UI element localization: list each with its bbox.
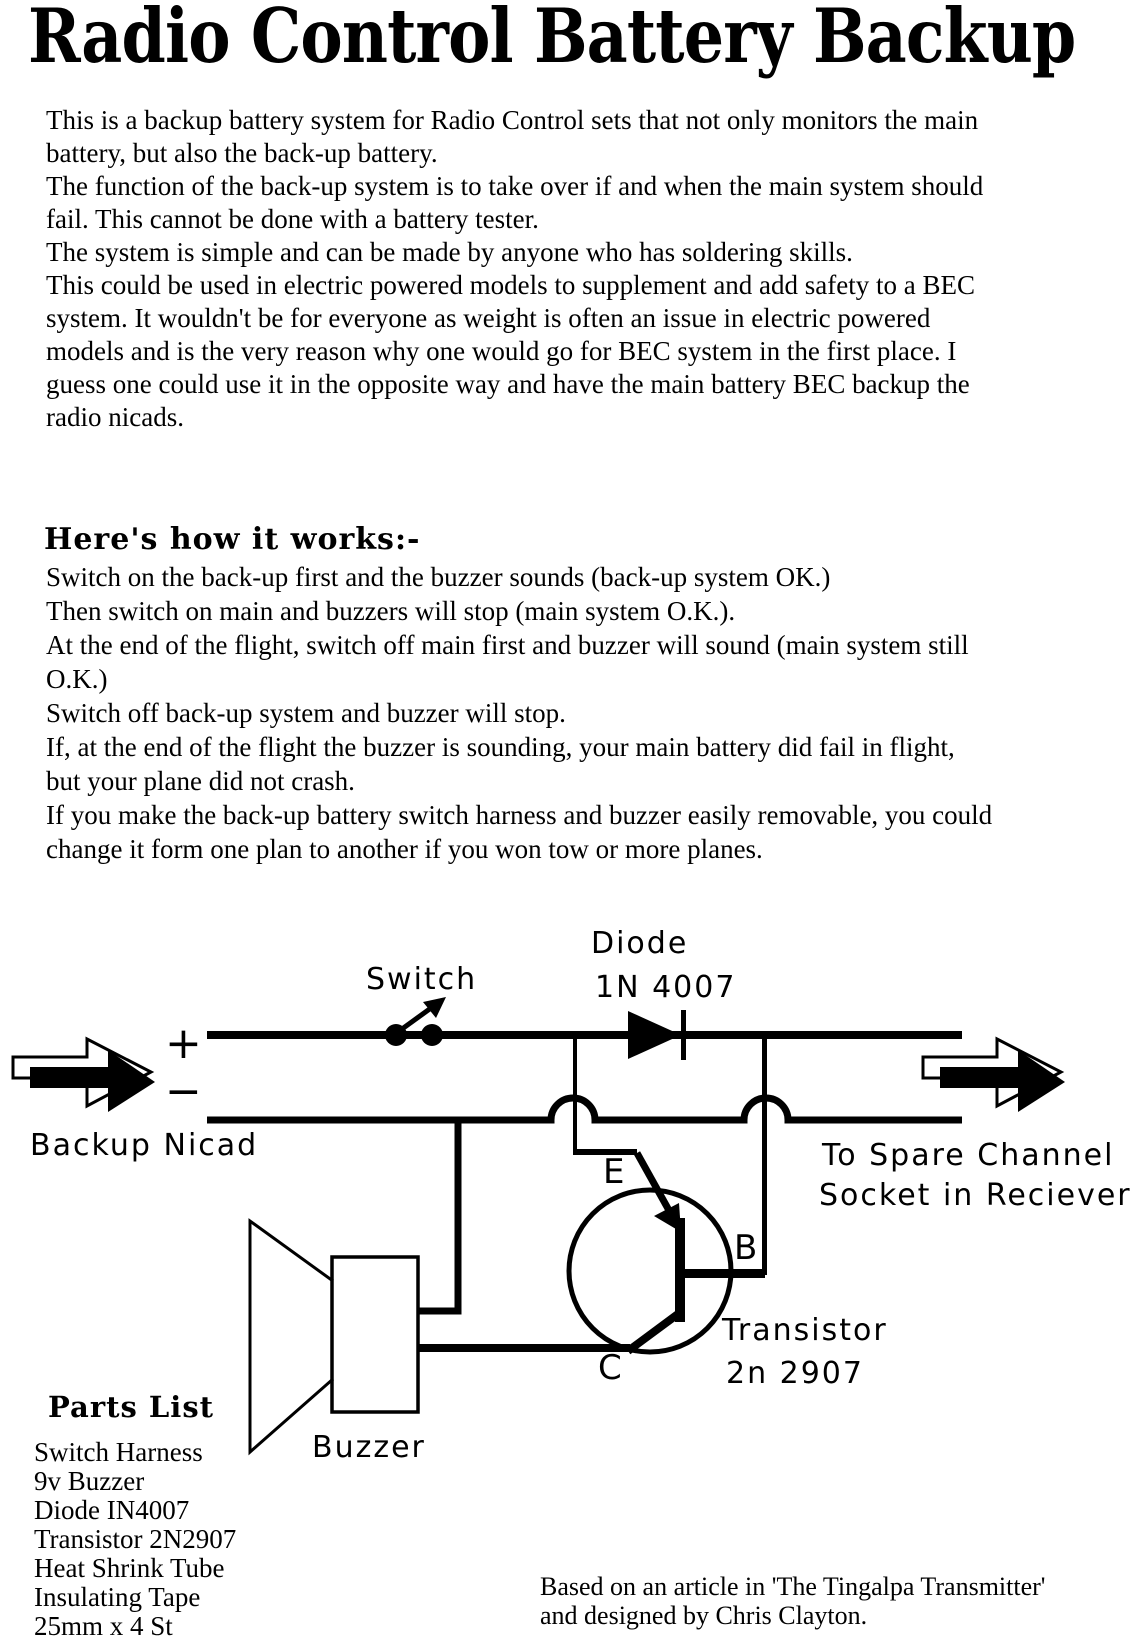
output-arrow-icon [923,1039,1065,1112]
transistor-part-label: 2n 2907 [726,1356,864,1391]
minus-sign: − [165,1066,202,1117]
negative-rail-wire [207,1098,962,1120]
base-pin-label: B [734,1228,758,1268]
how-it-works-heading: Here's how it works:- [44,522,421,557]
parts-list-item: Heat Shrink Tube [34,1553,225,1583]
backup-nicad-label: Backup Nicad [30,1128,259,1163]
attribution-text [540,1572,1045,1630]
parts-list-item: Switch Harness [34,1437,203,1467]
emitter-wire [573,1035,681,1232]
page-title: Radio Control Battery Backup [28,0,1076,80]
intro-paragraph: The function of the back-up system is to take over if and when the main system should fail. This cannot be done with a battery tester. [46,171,984,234]
input-arrow-icon [13,1039,155,1112]
how-it-works-step: Switch on the back-up first and the buzzer sounds (back-up system OK.) [46,562,831,592]
how-it-works-step: Switch off back-up system and buzzer will stop. [46,698,566,728]
intro-paragraph: This is a backup battery system for Radio Control sets that not only monitors the main battery, but also the back-up battery. [46,105,979,168]
diode-part-label: 1N 4007 [595,970,737,1005]
transistor-name-label: Transistor [722,1313,888,1348]
how-it-works-text [46,560,996,866]
parts-list-item: Diode IN4007 [34,1495,190,1525]
how-it-works-step: At the end of the flight, switch off main first and buzzer will sound (main system still O.K.) [46,630,969,694]
how-it-works-step: If you make the back-up battery switch harness and buzzer easily removable, you could change it form one plan to another if you won tow or more planes. [46,800,993,864]
how-it-works-step: If, at the end of the flight the buzzer is sounding, your main battery did fail in flight, but your plane did not crash. [46,732,955,796]
diode-symbol [628,1010,686,1060]
intro-text [46,104,986,434]
buzzer-label: Buzzer [312,1430,426,1465]
buzzer-symbol [250,1221,418,1452]
parts-list-item: 9v Buzzer [34,1466,145,1496]
plus-sign: + [165,1018,202,1069]
intro-paragraph: This could be used in electric powered models to supplement and add safety to a BEC system. It wouldn't be for everyone as weight is often an issue in electric powered models and is the very reason why one would go for BEC system in the first place. I guess one could use it in the opposite way and have the main battery BEC backup the radio nicads. [46,270,976,432]
parts-list-item: Insulating Tape [34,1582,201,1612]
intro-paragraph: The system is simple and can be made by anyone who has soldering skills. [46,237,853,267]
output-label-line1: To Spare Channel [822,1138,1115,1173]
parts-list-item: Transistor 2N2907 [34,1524,237,1554]
attribution-line2: and designed by Chris Clayton. [540,1601,868,1630]
positive-rail-wire [207,1031,962,1039]
parts-list [34,1438,236,1641]
diode-name-label: Diode [591,926,689,961]
collector-pin-label: C [598,1348,622,1388]
emitter-pin-label: E [603,1152,625,1192]
parts-list-item: 25mm x 4 St [34,1611,173,1641]
buzzer-negative-lead-wire [419,1120,458,1311]
parts-list-heading: Parts List [48,1390,215,1424]
how-it-works-step: Then switch on main and buzzers will stop (main system O.K.). [46,596,736,626]
attribution-line1: Based on an article in 'The Tingalpa Transmitter' [540,1572,1046,1601]
output-label-line2: Socket in Reciever [819,1178,1132,1213]
switch-label: Switch [366,962,478,997]
